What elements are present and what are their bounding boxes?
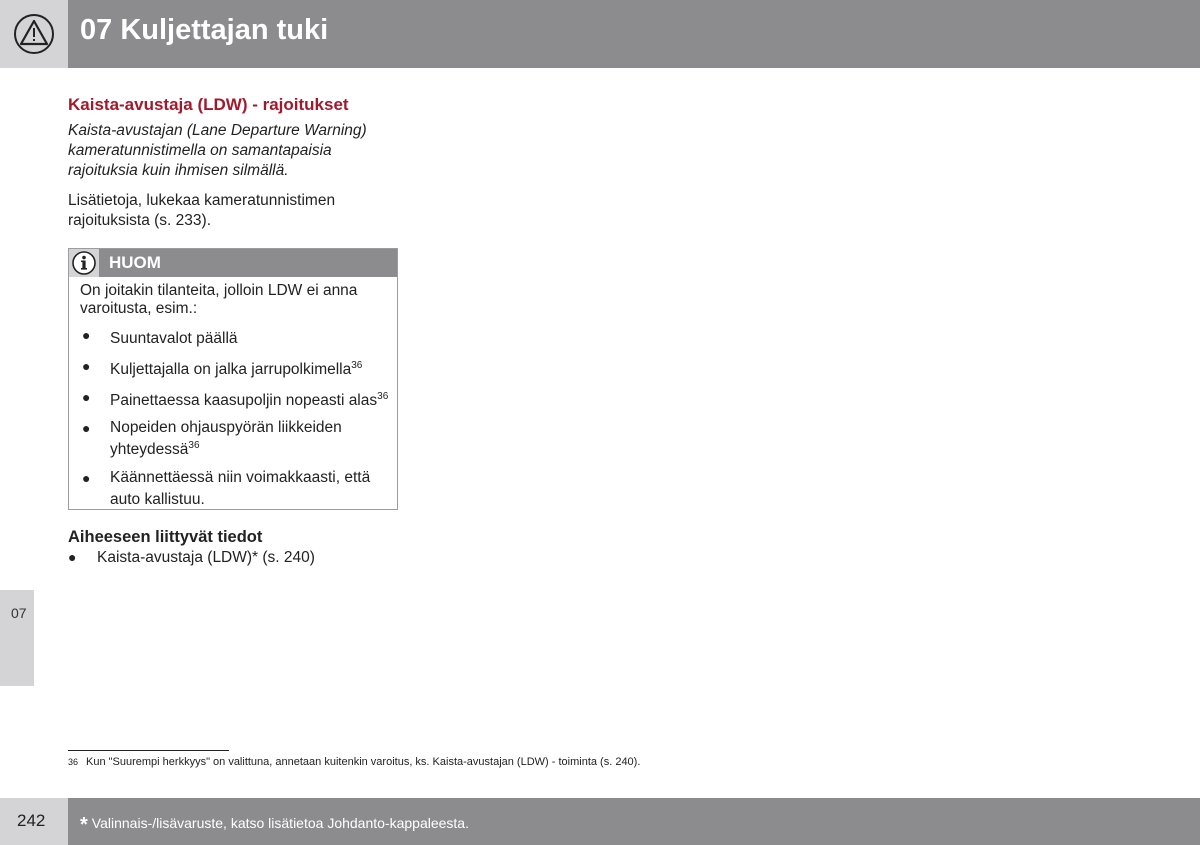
- list-item: [80, 419, 390, 459]
- bullet-icon: ●: [68, 549, 77, 565]
- bullet-icon: ●: [82, 327, 91, 343]
- footnote-ref: 36: [377, 391, 389, 403]
- bullet-icon: ●: [82, 389, 91, 406]
- note-list: [80, 326, 390, 509]
- note-title: HUOM: [109, 253, 161, 272]
- footnote-divider: [68, 750, 229, 751]
- note-box: [68, 248, 398, 510]
- note-intro: On joitakin tilanteita, jolloin LDW ei anna varoitusta, esim.:: [80, 282, 358, 317]
- footnote-ref: 36: [351, 360, 363, 372]
- asterisk-icon: *: [80, 814, 88, 836]
- page-number: 242: [17, 811, 46, 830]
- list-item-text: Suuntavalot päällä: [110, 330, 238, 348]
- list-item: [80, 469, 390, 509]
- related-link-text[interactable]: Kaista-avustaja (LDW)* (s. 240): [97, 549, 315, 566]
- chapter-title: 07 Kuljettajan tuki: [80, 14, 329, 46]
- footer-note: [80, 814, 469, 837]
- more-info-text: Lisätietoja, lukekaa kameratunnistimen rajoituksista (s. 233).: [68, 192, 336, 229]
- footnote-number: 36: [68, 757, 79, 767]
- bullet-icon: ●: [82, 358, 91, 375]
- list-item: [80, 388, 390, 410]
- footer-note-text: Valinnais-/lisävaruste, katso lisätietoa Johdanto-kappaleesta.: [91, 815, 469, 831]
- note-icon-area: [69, 249, 99, 277]
- section-heading: Kaista-avustaja (LDW) - rajoitukset: [68, 95, 349, 114]
- chapter-tab-label: 07: [11, 605, 27, 621]
- footnote-ref: 36: [188, 440, 200, 452]
- header-icon-area: [0, 0, 68, 68]
- list-item-text: Kuljettajalla on jalka jarrupolkimella: [110, 361, 352, 379]
- note-header: [69, 249, 397, 277]
- warning-triangle-icon: [13, 13, 55, 55]
- bullet-icon: ●: [82, 420, 91, 437]
- bullet-icon: ●: [82, 469, 91, 486]
- list-item: [80, 326, 390, 348]
- list-item-text: Käännettäessä niin voimakkaasti, että auto kallistuu.: [110, 468, 371, 508]
- list-item-text: Painettaessa kaasupoljin nopeasti alas: [110, 392, 378, 410]
- related-heading: Aiheeseen liittyvät tiedot: [68, 528, 263, 546]
- related-link[interactable]: [68, 549, 315, 567]
- list-item: [80, 357, 390, 379]
- info-icon: [72, 251, 96, 275]
- list-item-text: Nopeiden ohjauspyörän liikkeiden yhteydessä: [110, 419, 342, 459]
- note-body: [80, 282, 390, 518]
- footnote: [68, 756, 640, 768]
- footnote-text: Kun "Suurempi herkkyys" on valittuna, annetaan kuitenkin varoitus, ks. Kaista-avustajan (LDW) - toiminta (s. 240).: [86, 756, 641, 768]
- section-intro: Kaista-avustajan (Lane Departure Warning) kameratunnistimella on samantapaisia rajoituksia kuin ihmisen silmällä.: [68, 122, 367, 179]
